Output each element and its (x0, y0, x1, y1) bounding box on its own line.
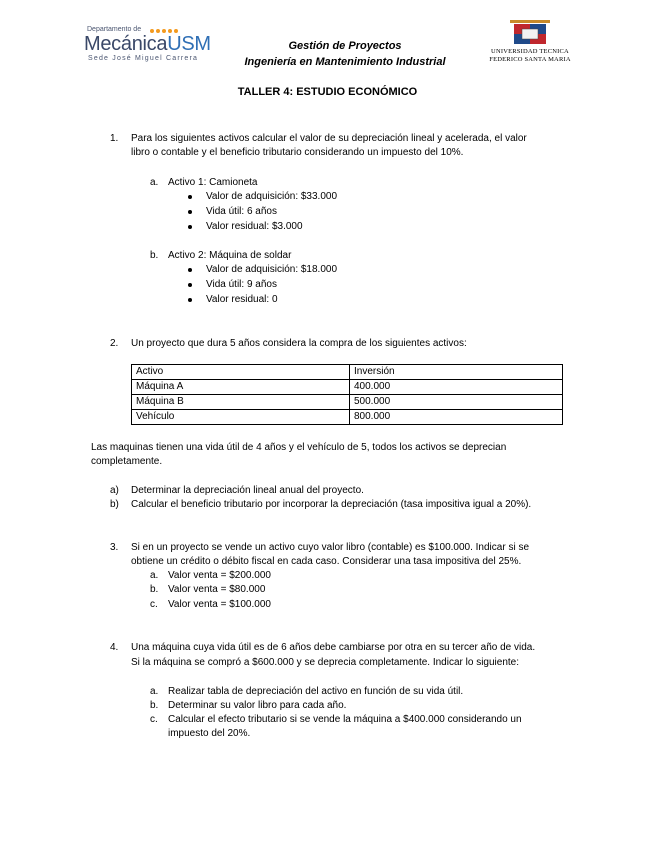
bullet-icon (188, 268, 192, 272)
q3b-marker: b. (150, 584, 159, 595)
logo-name-part1: Mecánica (84, 33, 168, 55)
bullet-icon (188, 298, 192, 302)
q3c-marker: c. (150, 599, 158, 610)
q1b-item: Vida útil: 9 años (206, 279, 277, 290)
q3-number: 3. (110, 542, 119, 553)
table-row (132, 410, 563, 425)
q1a-item: Vida útil: 6 años (206, 206, 277, 217)
q4-number: 4. (110, 642, 119, 653)
q2-note-line2: completamente. (91, 456, 163, 467)
q2-number: 2. (110, 338, 119, 349)
q4a-marker: a. (150, 686, 159, 697)
university-name-line1: UNIVERSIDAD TECNICA (491, 48, 569, 55)
table-row (132, 380, 563, 395)
university-crest-icon (510, 20, 550, 46)
table-row (132, 395, 563, 410)
q2a-marker: a) (110, 485, 119, 496)
q3-line1: Si en un proyecto se vende un activo cuyo valor libro (contable) es $100.000. Indicar si se (131, 542, 530, 553)
table-cell: Máquina B (132, 395, 350, 410)
bullet-icon (188, 210, 192, 214)
q1b-label: Activo 2: Máquina de soldar (168, 250, 292, 261)
university-name-line2: FEDERICO SANTA MARIA (489, 56, 571, 63)
q2b-text: Calcular el beneficio tributario por incorporar la depreciación (tasa impositiva igual a 20%). (131, 499, 532, 510)
q1a-marker: a. (150, 177, 159, 188)
table-cell: 500.000 (350, 395, 563, 410)
q2a-text: Determinar la depreciación lineal anual del proyecto. (131, 485, 364, 496)
bullet-icon (188, 283, 192, 287)
q1b-marker: b. (150, 250, 159, 261)
logo-name-part2: USM (167, 33, 211, 55)
q4a-text: Realizar tabla de depreciación del activo en función de su vida útil. (168, 686, 464, 697)
assets-table (131, 364, 563, 425)
q1-number: 1. (110, 133, 119, 144)
logo-subtitle: Sede José Miguel Carrera (88, 55, 199, 62)
table-cell: Máquina A (132, 380, 350, 395)
q3c-text: Valor venta = $100.000 (168, 599, 271, 610)
q4c-text: Calcular el efecto tributario si se vende la máquina a $400.000 considerando un (168, 714, 522, 725)
q4-line2: Si la máquina se compró a $600.000 y se deprecia completamente. Indicar lo siguiente: (131, 657, 520, 668)
logo-department-text: Departamento de (87, 26, 142, 33)
q3a-marker: a. (150, 570, 159, 581)
q3a-text: Valor venta = $200.000 (168, 570, 271, 581)
table-cell: 400.000 (350, 380, 563, 395)
q1-line2: libro o contable y el beneficio tributario considerando un impuesto del 10%. (131, 147, 464, 158)
q1-line1: Para los siguientes activos calcular el valor de su depreciación lineal y acelerada, el valor (131, 133, 527, 144)
q2-note-line1: Las maquinas tienen una vida útil de 4 años y el vehículo de 5, todos los activos se deprecian (91, 442, 507, 453)
q1b-item: Valor de adquisición: $18.000 (206, 264, 338, 275)
table-header-cell: Inversión (350, 365, 563, 380)
table-header-row (132, 365, 563, 380)
program-title: Ingeniería en Mantenimiento Industrial (244, 56, 446, 68)
q1b-item: Valor residual: 0 (206, 294, 278, 305)
q1a-label: Activo 1: Camioneta (168, 177, 258, 188)
bullet-icon (188, 225, 192, 229)
logo-mecanica-usm (84, 33, 211, 55)
q2-text: Un proyecto que dura 5 años considera la compra de los siguientes activos: (131, 338, 467, 349)
q1a-item: Valor de adquisición: $33.000 (206, 191, 338, 202)
q3b-text: Valor venta = $80.000 (168, 584, 266, 595)
q3-line2: obtiene un crédito o débito fiscal en cada caso. Considerar una tasa impositiva del 25%. (131, 556, 522, 567)
q4c-marker: c. (150, 714, 158, 725)
q4c-text-cont: impuesto del 20%. (168, 728, 251, 739)
q4-line1: Una máquina cuya vida útil es de 6 años debe cambiarse por otra en su tercer año de vida. (131, 642, 536, 653)
table-header-cell: Activo (132, 365, 350, 380)
q4b-text: Determinar su valor libro para cada año. (168, 700, 347, 711)
q4b-marker: b. (150, 700, 159, 711)
course-title: Gestión de Proyectos (288, 40, 402, 52)
bullet-icon (188, 195, 192, 199)
table-cell: Vehículo (132, 410, 350, 425)
q2b-marker: b) (110, 499, 119, 510)
table-cell: 800.000 (350, 410, 563, 425)
document-title: TALLER 4: ESTUDIO ECONÓMICO (237, 86, 418, 98)
q1a-item: Valor residual: $3.000 (206, 221, 303, 232)
